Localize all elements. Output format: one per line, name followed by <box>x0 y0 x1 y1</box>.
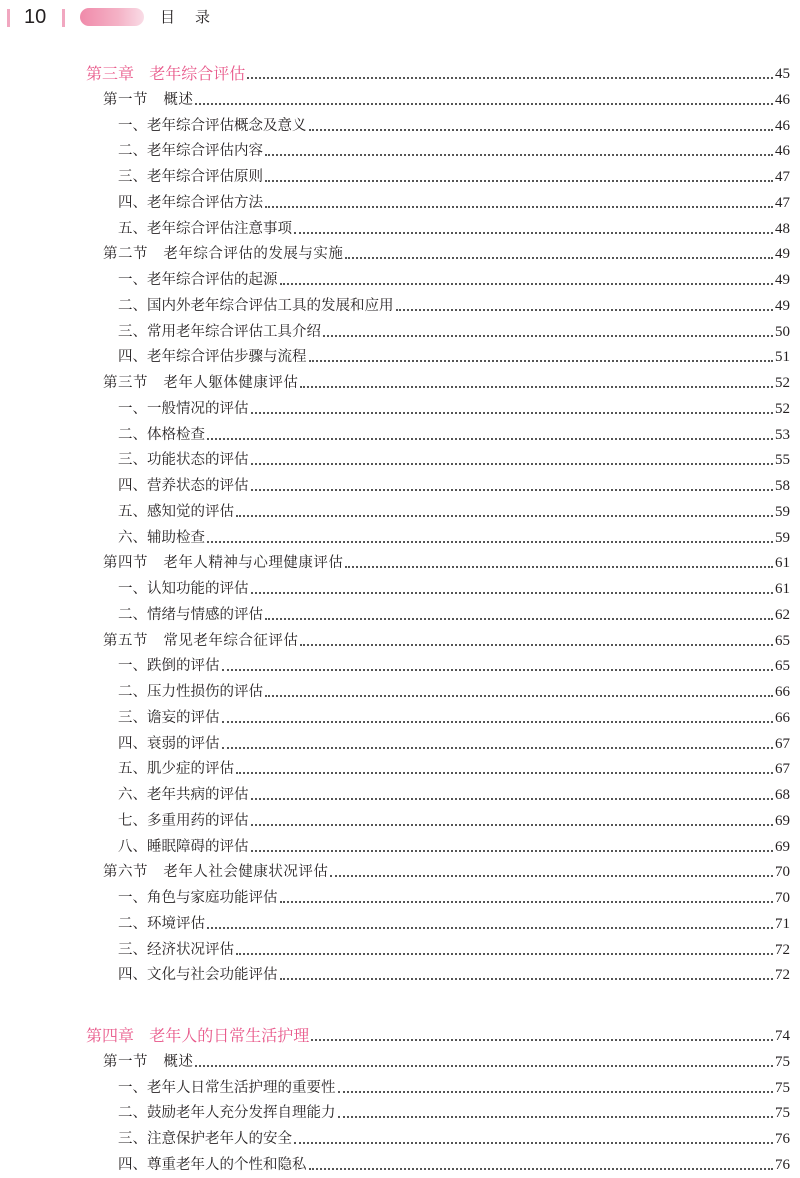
toc-page-number: 68 <box>775 787 790 803</box>
toc-page-number: 65 <box>775 632 790 649</box>
toc-item-row[interactable] <box>0 215 800 239</box>
toc-entry-label: 一、角色与家庭功能评估 <box>118 890 278 906</box>
toc-dot-leader <box>300 386 773 388</box>
toc-dot-leader <box>195 103 773 105</box>
toc-dot-leader <box>222 721 774 723</box>
toc-page-number: 66 <box>775 709 790 726</box>
toc-dot-leader <box>251 489 774 491</box>
header-decor-pill <box>80 8 144 26</box>
toc-entry-label: 六、老年共病的评估 <box>118 787 249 803</box>
toc-page-number: 62 <box>775 606 790 623</box>
toc-page-number: 45 <box>775 66 790 82</box>
toc-item-row[interactable] <box>0 498 800 522</box>
toc-item-row[interactable] <box>0 781 800 805</box>
toc-entry-label: 五、感知觉的评估 <box>118 503 234 520</box>
toc-dot-leader <box>345 566 773 568</box>
toc-item-row[interactable] <box>0 936 800 960</box>
toc-entry-label: 二、老年综合评估内容 <box>118 143 263 160</box>
toc-entry-label: 第四章 老年人的日常生活护理 <box>86 1026 310 1045</box>
toc-item-row[interactable] <box>0 704 800 728</box>
toc-dot-leader <box>309 1168 774 1170</box>
toc-page-number: 61 <box>775 581 790 597</box>
toc-page-number: 58 <box>775 478 790 494</box>
toc-dot-leader <box>222 747 774 749</box>
toc-page-number: 61 <box>775 555 790 572</box>
toc-entry-label: 第一节 概述 <box>103 91 194 108</box>
toc-entry-label: 二、环境评估 <box>118 915 205 932</box>
toc-page-number: 49 <box>775 297 790 314</box>
toc-page-number: 50 <box>775 323 790 340</box>
toc-dot-leader <box>251 850 774 852</box>
toc-page-number: 75 <box>775 1105 790 1122</box>
toc-dot-leader <box>207 438 773 440</box>
toc-page-number: 53 <box>775 426 790 443</box>
toc-entry-label: 四、尊重老年人的个性和隐私 <box>118 1156 307 1173</box>
toc-page-number: 55 <box>775 452 790 469</box>
toc-entry-label: 三、常用老年综合评估工具介绍 <box>118 323 321 340</box>
toc-page-number: 49 <box>775 246 790 263</box>
toc-dot-leader <box>265 154 773 156</box>
toc-section-row[interactable] <box>0 627 800 651</box>
toc-chapter-row[interactable] <box>0 1022 800 1046</box>
toc-dot-leader <box>280 978 774 980</box>
toc-item-row[interactable] <box>0 652 800 676</box>
toc-item-row[interactable] <box>0 1151 800 1175</box>
toc-dot-leader <box>265 695 773 697</box>
toc-dot-leader <box>236 953 773 955</box>
toc-entry-label: 六、辅助检查 <box>118 529 205 546</box>
toc-section-row[interactable] <box>0 549 800 573</box>
toc-entry-label: 二、国内外老年综合评估工具的发展和应用 <box>118 297 394 314</box>
toc-dot-leader <box>247 77 773 79</box>
toc-section-row[interactable] <box>0 1048 800 1072</box>
page-title: 目录 <box>160 8 231 26</box>
toc-dot-leader <box>251 463 774 465</box>
toc-page-number: 69 <box>775 812 790 829</box>
toc-entry-label: 二、鼓励老年人充分发挥自理能力 <box>118 1105 336 1122</box>
toc-entry-label: 四、老年综合评估方法 <box>118 194 263 211</box>
toc-entry-label: 第五节 常见老年综合征评估 <box>103 632 299 649</box>
toc-page-number: 59 <box>775 503 790 520</box>
toc-page-number: 69 <box>775 838 790 855</box>
toc-dot-leader <box>338 1091 774 1093</box>
toc-dot-leader <box>309 360 774 362</box>
toc-entry-label: 三、老年综合评估原则 <box>118 169 263 185</box>
toc-item-row[interactable] <box>0 137 800 161</box>
toc-dot-leader <box>222 669 774 671</box>
page-header <box>0 0 800 36</box>
toc-dot-leader <box>323 335 773 337</box>
toc-dot-leader <box>265 618 773 620</box>
toc-dot-leader <box>251 824 774 826</box>
toc-page-number: 51 <box>775 349 790 366</box>
toc-page-number: 75 <box>775 1079 790 1096</box>
toc-dot-leader <box>251 412 774 414</box>
toc-entry-label: 第三章 老年综合评估 <box>86 64 246 83</box>
toc-entry-label: 三、经济状况评估 <box>118 941 234 958</box>
toc-dot-leader <box>251 798 774 800</box>
toc-entry-label: 第三节 老年人躯体健康评估 <box>103 375 299 391</box>
toc-page-number: 67 <box>775 735 790 752</box>
toc-item-row[interactable] <box>0 910 800 934</box>
toc-dot-leader <box>345 257 773 259</box>
toc-entry-label: 四、营养状态的评估 <box>118 478 249 494</box>
toc-entry-label: 一、老年人日常生活护理的重要性 <box>118 1079 336 1096</box>
toc-dot-leader <box>396 309 774 311</box>
toc-item-row[interactable] <box>0 807 800 831</box>
toc-item-row[interactable] <box>0 163 800 187</box>
toc-dot-leader <box>280 901 774 903</box>
toc-entry-label: 四、衰弱的评估 <box>118 735 220 752</box>
toc-item-row[interactable] <box>0 601 800 625</box>
toc-entry-label: 二、情绪与情感的评估 <box>118 606 263 623</box>
toc-item-row[interactable] <box>0 446 800 470</box>
toc-dot-leader <box>265 180 773 182</box>
toc-section-row[interactable] <box>0 240 800 264</box>
toc-item-row[interactable] <box>0 343 800 367</box>
toc-entry-label: 八、睡眠障碍的评估 <box>118 838 249 855</box>
toc-entry-label: 第六节 老年人社会健康状况评估 <box>103 864 329 881</box>
header-divider-bar <box>62 9 65 27</box>
toc-item-row[interactable] <box>0 395 800 419</box>
toc-page-number: 46 <box>775 117 790 134</box>
toc-section-row[interactable] <box>0 858 800 882</box>
toc-page-number: 75 <box>775 1053 790 1070</box>
toc-item-row[interactable] <box>0 833 800 857</box>
toc-entry-label: 一、老年综合评估概念及意义 <box>118 117 307 134</box>
toc-page-number: 72 <box>775 967 790 984</box>
toc-page-number: 74 <box>775 1028 790 1044</box>
toc-dot-leader <box>330 875 773 877</box>
toc-entry-label: 五、肌少症的评估 <box>118 761 234 778</box>
toc-item-row[interactable] <box>0 524 800 548</box>
toc-page-number: 47 <box>775 194 790 211</box>
toc-entry-label: 二、体格检查 <box>118 426 205 443</box>
toc-page-number: 52 <box>775 400 790 417</box>
toc-entry-label: 三、注意保护老年人的安全 <box>118 1131 292 1147</box>
toc-dot-leader <box>338 1116 774 1118</box>
toc-entry-label: 一、跌倒的评估 <box>118 658 220 675</box>
toc-page-number: 46 <box>775 91 790 108</box>
toc-page-number: 71 <box>775 915 790 932</box>
toc-dot-leader <box>265 206 773 208</box>
toc-section-row[interactable] <box>0 86 800 110</box>
toc-dot-leader <box>236 515 773 517</box>
toc-entry-label: 一、一般情况的评估 <box>118 400 249 417</box>
toc-page-number: 59 <box>775 529 790 546</box>
toc-page-number: 49 <box>775 272 790 288</box>
toc-dot-leader <box>251 592 774 594</box>
toc-dot-leader <box>207 541 773 543</box>
page-number: 10 <box>24 6 47 28</box>
toc-entry-label: 二、压力性损伤的评估 <box>118 684 263 700</box>
toc-entry-label: 一、认知功能的评估 <box>118 581 249 597</box>
toc-item-row[interactable] <box>0 730 800 754</box>
toc-entry-label: 第一节 概述 <box>103 1053 194 1070</box>
toc-item-row[interactable] <box>0 266 800 290</box>
toc-entry-label: 三、谵妄的评估 <box>118 709 220 726</box>
toc-page-number: 67 <box>775 761 790 778</box>
toc-page-number: 70 <box>775 890 790 906</box>
toc-item-row[interactable] <box>0 112 800 136</box>
toc-page-number: 76 <box>775 1156 790 1173</box>
toc-item-row[interactable] <box>0 1125 800 1149</box>
toc-item-row[interactable] <box>0 678 800 702</box>
toc-chapter-row[interactable] <box>0 60 800 84</box>
toc-page-number: 46 <box>775 143 790 160</box>
toc-section-row[interactable] <box>0 369 800 393</box>
toc-dot-leader <box>207 927 773 929</box>
toc-dot-leader <box>294 232 773 234</box>
toc-item-row[interactable] <box>0 292 800 316</box>
header-left-bar <box>7 9 10 27</box>
toc-item-row[interactable] <box>0 421 800 445</box>
toc-item-row[interactable] <box>0 575 800 599</box>
toc-entry-label: 第二节 老年综合评估的发展与实施 <box>103 246 344 263</box>
toc-page-number: 70 <box>775 864 790 881</box>
toc-dot-leader <box>294 1142 773 1144</box>
toc-page-number: 76 <box>775 1131 790 1147</box>
toc-item-row[interactable] <box>0 961 800 985</box>
toc-dot-leader <box>195 1065 773 1067</box>
toc-entry-label: 四、老年综合评估步骤与流程 <box>118 349 307 366</box>
toc-item-row[interactable] <box>0 318 800 342</box>
toc-entry-label: 三、功能状态的评估 <box>118 452 249 469</box>
toc-item-row[interactable] <box>0 1074 800 1098</box>
toc-entry-label: 第四节 老年人精神与心理健康评估 <box>103 555 344 572</box>
toc-item-row[interactable] <box>0 1099 800 1123</box>
toc-page-number: 66 <box>775 684 790 700</box>
toc-item-row[interactable] <box>0 755 800 779</box>
toc-item-row[interactable] <box>0 189 800 213</box>
toc-entry-label: 五、老年综合评估注意事项 <box>118 220 292 237</box>
toc-dot-leader <box>236 772 773 774</box>
toc-page-number: 48 <box>775 220 790 237</box>
toc-page-number: 47 <box>775 169 790 185</box>
toc-item-row[interactable] <box>0 884 800 908</box>
toc-item-row[interactable] <box>0 472 800 496</box>
toc-entry-label: 一、老年综合评估的起源 <box>118 272 278 288</box>
toc-entry-label: 四、文化与社会功能评估 <box>118 967 278 984</box>
toc-page-number: 65 <box>775 658 790 675</box>
toc-dot-leader <box>309 129 774 131</box>
toc-page-number: 52 <box>775 375 790 391</box>
toc-dot-leader <box>280 283 774 285</box>
toc-page-number: 72 <box>775 941 790 958</box>
toc-dot-leader <box>300 644 773 646</box>
toc-entry-label: 七、多重用药的评估 <box>118 812 249 829</box>
toc-dot-leader <box>311 1039 773 1041</box>
